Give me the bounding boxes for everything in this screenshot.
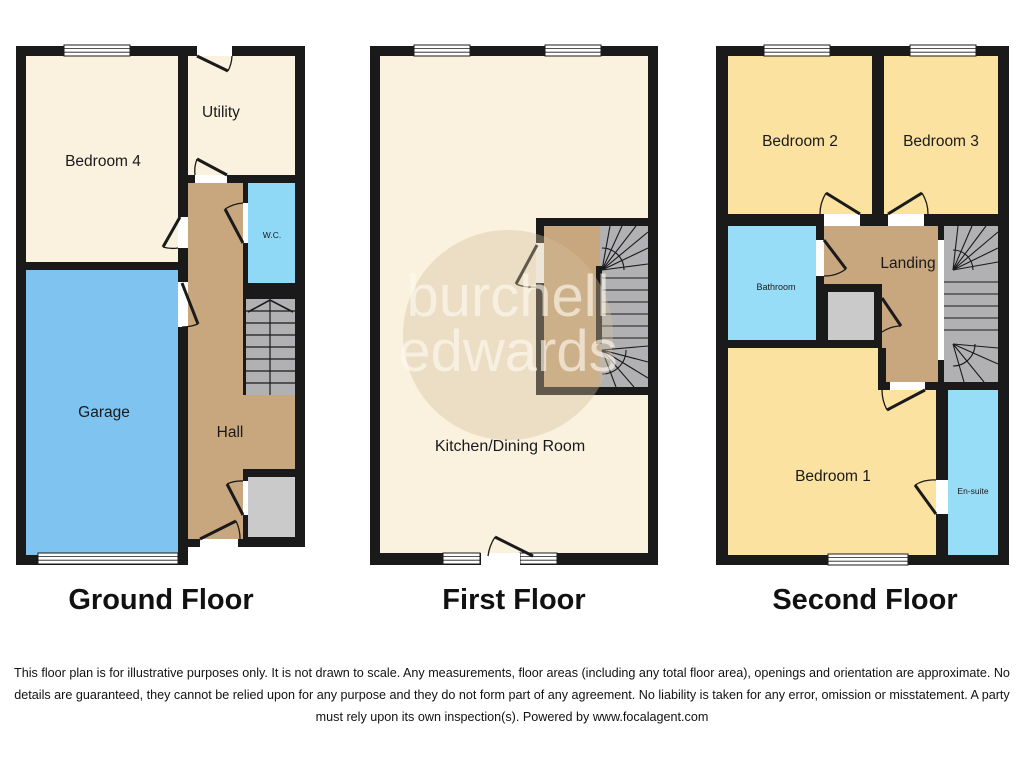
window-bedroom1 [828, 554, 908, 565]
disclaimer-line-1: This floor plan is for illustrative purposes only. It is not drawn to scale. Any measurements, floor areas (including any total floor area), openings and orientation are approximate. No [14, 666, 1010, 680]
room-label-bathroom: Bathroom [756, 282, 796, 292]
disclaimer [0, 662, 1024, 728]
garage-door [38, 553, 178, 564]
room-label-hall: Hall [216, 424, 244, 441]
room-hall [188, 183, 243, 539]
ground-stairs [246, 299, 295, 395]
room-porch-store [248, 477, 295, 537]
room-label-wc: W.C. [262, 230, 282, 240]
floor-title-second: Second Floor [772, 584, 958, 616]
second-stairs [938, 226, 998, 382]
window-kitchen-right [545, 45, 601, 56]
watermark-line2: edwards [398, 319, 618, 384]
window-bedroom4 [64, 45, 130, 56]
floor-title-first: First Floor [442, 584, 586, 616]
outside-area [188, 547, 306, 566]
room-label-bedroom-4: Bedroom 4 [65, 153, 141, 170]
window-bedroom3 [910, 45, 976, 56]
room-label-bedroom-2: Bedroom 2 [762, 133, 838, 150]
ground-floor-plan [16, 44, 306, 566]
window-kitchen-left [414, 45, 470, 56]
room-label-bedroom-1: Bedroom 1 [795, 468, 871, 485]
floor-title-ground: Ground Floor [68, 584, 254, 616]
first-floor-plan [370, 44, 658, 566]
room-label-kitchen: Kitchen/Dining Room [434, 438, 586, 455]
disclaimer-line-2: details are guaranteed, they cannot be relied upon for any purpose and they do not form part of any agreement. No liability is taken for any error, omission or misstatement. A party [14, 688, 1010, 702]
room-label-utility: Utility [202, 104, 240, 121]
cupboard [820, 284, 882, 348]
disclaimer-line-3: must rely upon its own inspection(s). Powered by www.focalagent.com [315, 710, 709, 724]
room-label-bedroom-3: Bedroom 3 [903, 133, 979, 150]
second-floor-plan [716, 44, 1010, 566]
room-label-garage: Garage [78, 404, 130, 421]
window-bedroom2 [764, 45, 830, 56]
room-ensuite [948, 390, 998, 555]
watermark-line1: burchell [406, 264, 610, 329]
room-label-landing: Landing [880, 255, 936, 272]
window-kitchen-bottom-right [520, 553, 557, 564]
room-label-ensuite: En-suite [957, 486, 989, 496]
window-kitchen-bottom-left [443, 553, 480, 564]
stair-rail-gap [938, 240, 944, 360]
